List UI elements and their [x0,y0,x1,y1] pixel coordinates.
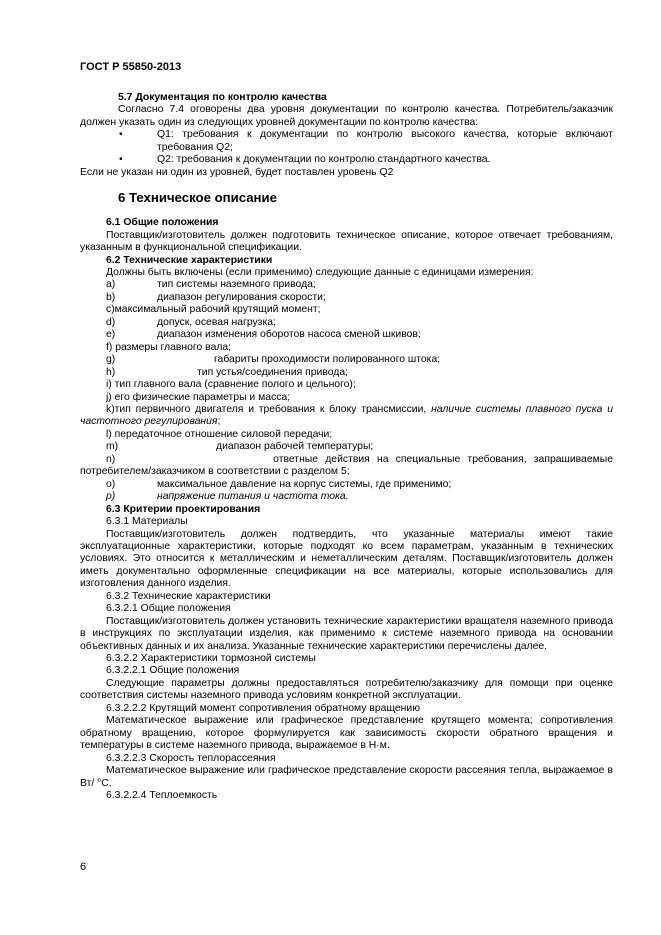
bullet-q2-text: Q2: требования к документации по контролю стандартного качества. [157,154,491,166]
list-item: d) допуск, осевая нагрузка; [106,316,276,328]
section-6-3-2-2-1-text: Следующие параметры должны предоставляться потребителю/заказчику для помощи при оценке соответствия системы наземного привода условиям конкретной эксплуатации. [80,677,613,702]
list-item: o) максимальное давление на корпус системы, где применимо; [106,478,452,490]
section-5-7-title: 5.7 Документация по контролю качества [118,92,327,103]
list-item: p) напряжение питания и частота тока. [106,491,349,503]
list-item: b) диапазон регулирования скорости; [106,291,326,303]
section-6-3-1-title: 6.3.1 Материалы [106,516,188,528]
bullet-icon: • [119,129,123,141]
section-6-3-2-2-2-text: Математическое выражение или графическое представление крутящего момента; сопротивления обратному вращению, которое формулируется как зависимость скорости обратного вращения и температуры в системе наземного привода, выражаемое в Н·м. [80,715,613,752]
page-content [80,92,613,802]
section-5-7-default: Если не указан ни один из уровней, будет поставлен уровень Q2 [80,166,394,178]
list-item: a) тип системы наземного привода; [106,279,316,291]
section-6-3-2-1-title: 6.3.2.1 Общие положения [106,603,231,615]
list-item: i) тип главного вала (сравнение полого и цельного); [106,379,356,391]
section-6-3-2-2-3-text: Математическое выражение или графическое представление скорости рассеяния тепла, выражаемое в Вт/ °С. [80,765,613,789]
section-6-1-text: Поставщик/изготовитель должен подготовить техническое описание, которое отвечает требованиям, указанным в функциональной спецификации. [80,229,613,254]
list-item: l) передаточное отношение силовой передачи; [106,428,333,440]
list-item: k)тип первичного двигателя и требования к блоку трансмиссии, наличие системы плавного пуска и частотного регулирования; [80,403,613,428]
page-number: 6 [80,861,87,873]
list-item: j) его физические параметры и масса; [106,391,291,403]
section-6-3-2-2-title: 6.3.2.2 Характеристики тормозной системы [106,653,316,665]
section-6-3-title: 6.3 Критерии проектирования [106,503,261,515]
bullet-q1 [80,129,613,154]
section-6-title: 6 Техническое описание [118,190,277,206]
bullet-icon: • [119,154,123,166]
list-item: n) ответные действия на специальные требования, запрашиваемые [106,453,613,465]
list-item: f) размеры главного вала; [106,341,232,353]
section-6-3-2-title: 6.3.2 Технические характеристики [106,590,271,602]
section-6-3-2-2-4-title: 6.3.2.2.4 Теплоемкость [106,790,218,802]
list-item: g) габариты проходимости полированного штока; [106,354,441,366]
list-item: h) тип устья/соединения привода; [106,366,349,378]
section-6-2-intro: Должны быть включены (если применимо) следующие данные с единицами измерения: [106,266,534,278]
bullet-q1-text: Q1: требования к документации по контролю высокого качества, которые включают требования Q2; [157,129,613,153]
list-item: c)максимальный рабочий крутящий момент; [106,304,321,316]
section-5-7-intro: Согласно 7.4 оговорены два уровня документации по контролю качества. Потребитель/заказчик должен указать один из следующих уровней документации по контролю качества: [80,104,613,128]
section-6-1-title: 6.1 Общие положения [106,217,219,229]
list-item-continuation: потребителем/заказчиком в соответствии с разделом 5; [80,466,350,478]
section-6-3-2-1-text: Поставщик/изготовитель должен установить технические характеристики вращателя наземного привода в инструкциях по эксплуатации изделия, как применимо к системе наземного привода на основании объективных данных и их анализа. Указанные технические характеристики перечислены далее. [80,615,613,652]
section-6-3-1-text: Поставщик/изготовитель должен подтвердить, что указанные материалы имеют такие эксплуатационные характеристики, которые подходят ко всем параметрам, указанным в технических условиях. Это относится к металлическим и неметаллическим деталям. Поставщик/изготовитель должен иметь документально оформленные спецификации на все материалы, которые использовались для изготовления данного изделия. [80,528,613,590]
list-item: m) диапазон рабочей температуры; [106,441,374,453]
section-6-3-2-2-1-title: 6.3.2.2.1 Общие положения [106,665,240,677]
bullet-q2 [80,154,613,166]
section-6-2-title: 6.2 Технические характеристики [106,254,273,266]
document-header: ГОСТ Р 55850-2013 [80,61,182,73]
list-item: e) диапазон изменения оборотов насоса сменой шкивов; [106,329,421,341]
section-6-3-2-2-2-title: 6.3.2.2.2 Крутящий момент сопротивления обратному вращению [106,702,420,714]
section-6-3-2-2-3-title: 6.3.2.2.3 Скорость теплорассеяния [106,752,276,764]
